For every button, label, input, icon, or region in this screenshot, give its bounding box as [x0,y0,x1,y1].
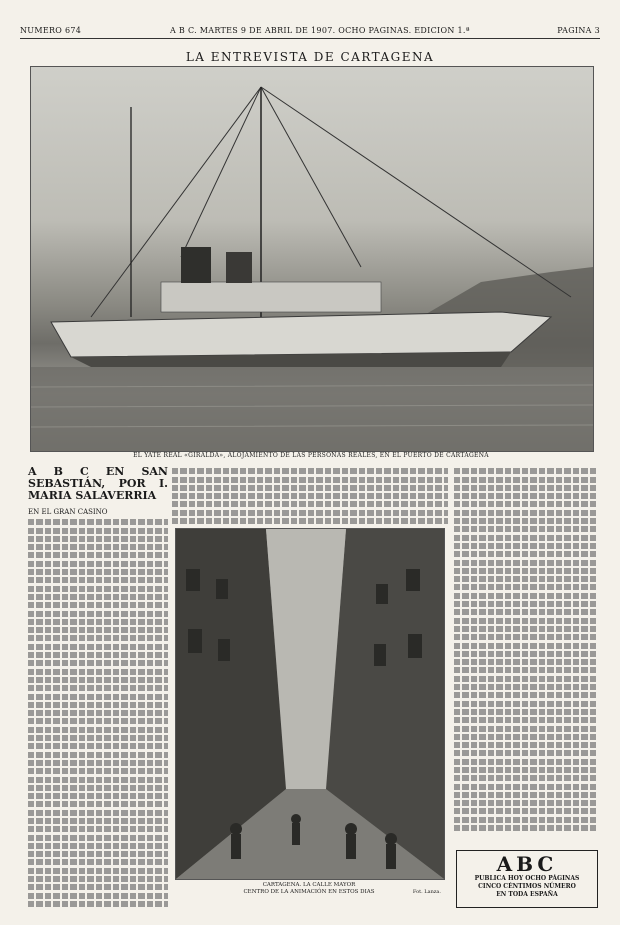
ad-line1: PUBLICA HOY OCHO PÁGINAS [474,875,580,882]
yacht-illustration [31,67,593,451]
ad-line3: EN TODA ESPAÑA [496,891,558,898]
page-header [20,26,600,39]
street-caption-line2: CENTRO DE LA ANIMACIÓN EN ESTOS DIAS [243,889,375,895]
abc-logo: ABC [496,852,558,876]
street-illustration [176,529,444,879]
article-title: A B C EN SAN SEBASTIÁN, POR I. MARIA SALAVERRIA [28,465,168,502]
headline: LA ENTREVISTA DE CARTAGENA [185,50,435,64]
article-subtitle: EN EL GRAN CASINO [28,508,108,516]
photo-credit: Fot. Lanza. [412,889,441,895]
street-photo-caption [175,882,443,896]
issue-number: NUMERO 674 [20,26,82,35]
street-caption-line1: CARTAGENA. LA CALLE MAYOR [262,882,356,888]
article-column-2-top [172,466,448,526]
ad-line2: CINCO CÉNTIMOS NÚMERO [478,883,576,890]
article-body-placeholder [28,519,168,907]
article-column-1 [28,466,168,909]
street-photo [175,528,445,880]
main-photo [30,66,594,452]
article-column-3 [454,466,596,833]
main-photo-caption: EL YATE REAL «GIRALDA», ALOJAMIENTO DE LAS PERSONAS REALES, EN EL PUERTO DE CARTAGENA [133,452,489,459]
edition-line: A B C. MARTES 9 DE ABRIL DE 1907. OCHO PAGINAS. EDICION 1.ª [170,26,470,35]
page-number: PAGINA 3 [557,26,600,35]
abc-advertisement [456,850,598,908]
